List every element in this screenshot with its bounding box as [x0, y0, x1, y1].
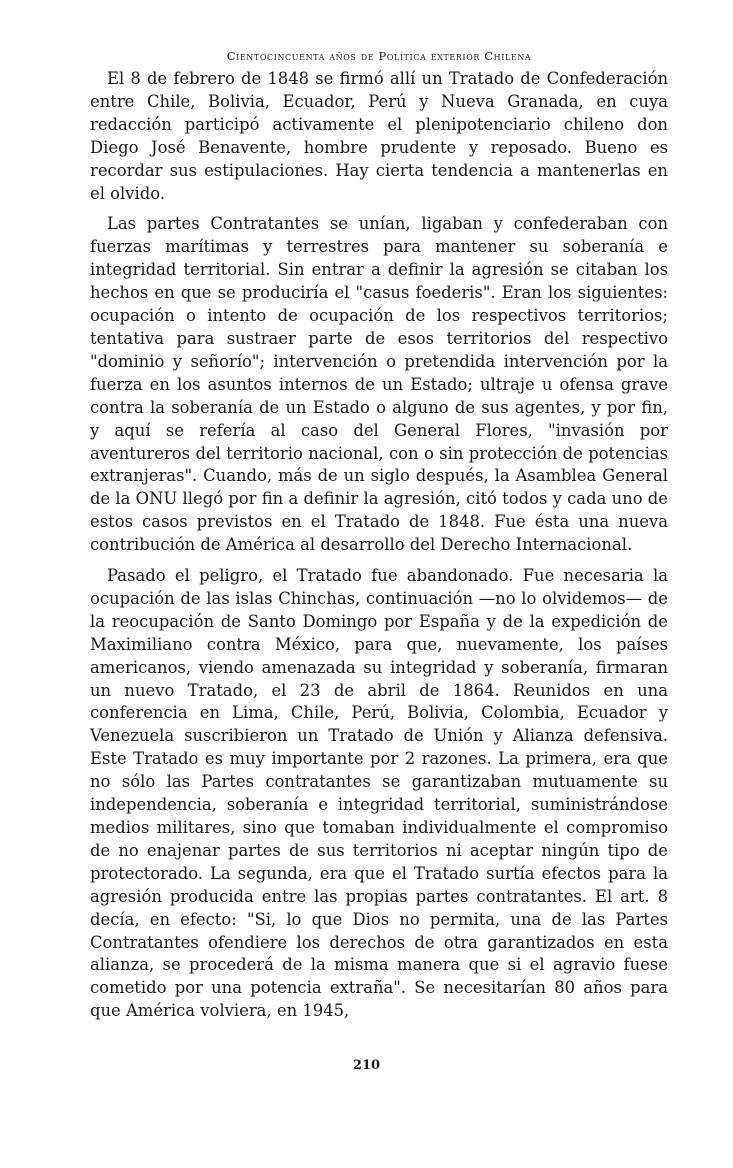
paragraph-2: Las partes Contratantes se unían, ligaban y confederaban con fuerzas marítimas y terrestres para mantener su soberanía e integridad territorial. Sin entrar a definir la agresión se citaban los hechos en que se produciría el "casus foederis". Eran los siguientes: ocupación o intento de ocupación de los respectivos territorios; tentativa para sustraer parte de esos territorios del respectivo "dominio y señorío"; intervención o pretendida intervención por la fuerza en los asuntos internos de un Estado; ultraje u ofensa grave contra la soberanía de un Estado o alguno de sus agentes, y por fin, y aquí se refería al caso del General Flores, "invasión por aventureros del territorio nacional, con o sin protección de potencias extranjeras". Cuando, más de un siglo después, la Asamblea General de la ONU llegó por fin a definir la agresión, citó todos y cada uno de estos casos previstos en el Tratado de 1848. Fue ésta una nueva contribución de América al desarrollo del Derecho Internacional. [90, 214, 668, 555]
document-page [90, 48, 668, 1031]
paragraph-3: Pasado el peligro, el Tratado fue abandonado. Fue necesaria la ocupación de las islas Chinchas, continuación —no lo olvidemos— de la reocupación de Santo Domingo por España y de la expedición de Maximiliano contra México, para que, nuevamente, los países americanos, viendo amenazada su integridad y soberanía, firmaran un nuevo Tratado, el 23 de abril de 1864. Reunidos en una conferencia en Lima, Chile, Perú, Bolivia, Colombia, Ecuador y Venezuela suscribieron un Tratado de Unión y Alianza defensiva. Este Tratado es muy importante por 2 razones. La primera, era que no sólo las Partes contratantes se garantizaban mutuamente su independencia, soberanía e integridad territorial, suministrándose medios militares, sino que tomaban individualmente el compromiso de no enajenar partes de sus territorios ni aceptar ningún tipo de protectorado. La segunda, era que el Tratado surtía efectos para la agresión producida entre las propias partes contratantes. El art. 8 decía, en efecto: "Si, lo que Dios no permita, una de las Partes Contratantes ofendiere los derechos de otra garantizados en esta alianza, se procederá de la misma manera que si el agravio fuese cometido por una potencia extraña". Se necesitarían 80 años para que América volviera, en 1945, [90, 566, 668, 1021]
running-head: Cientocincuenta años de Política exterior Chilena [226, 49, 532, 63]
page-number: 210 [352, 1058, 381, 1073]
paragraph-1: El 8 de febrero de 1848 se firmó allí un Tratado de Confederación entre Chile, Bolivia, Ecuador, Perú y Nueva Granada, en cuya redacción participó activamente el plenipotenciario chileno don Diego José Benavente, hombre prudente y reposado. Bueno es recordar sus estipulaciones. Hay cierta tendencia a mantenerlas en el olvido. [90, 69, 668, 203]
